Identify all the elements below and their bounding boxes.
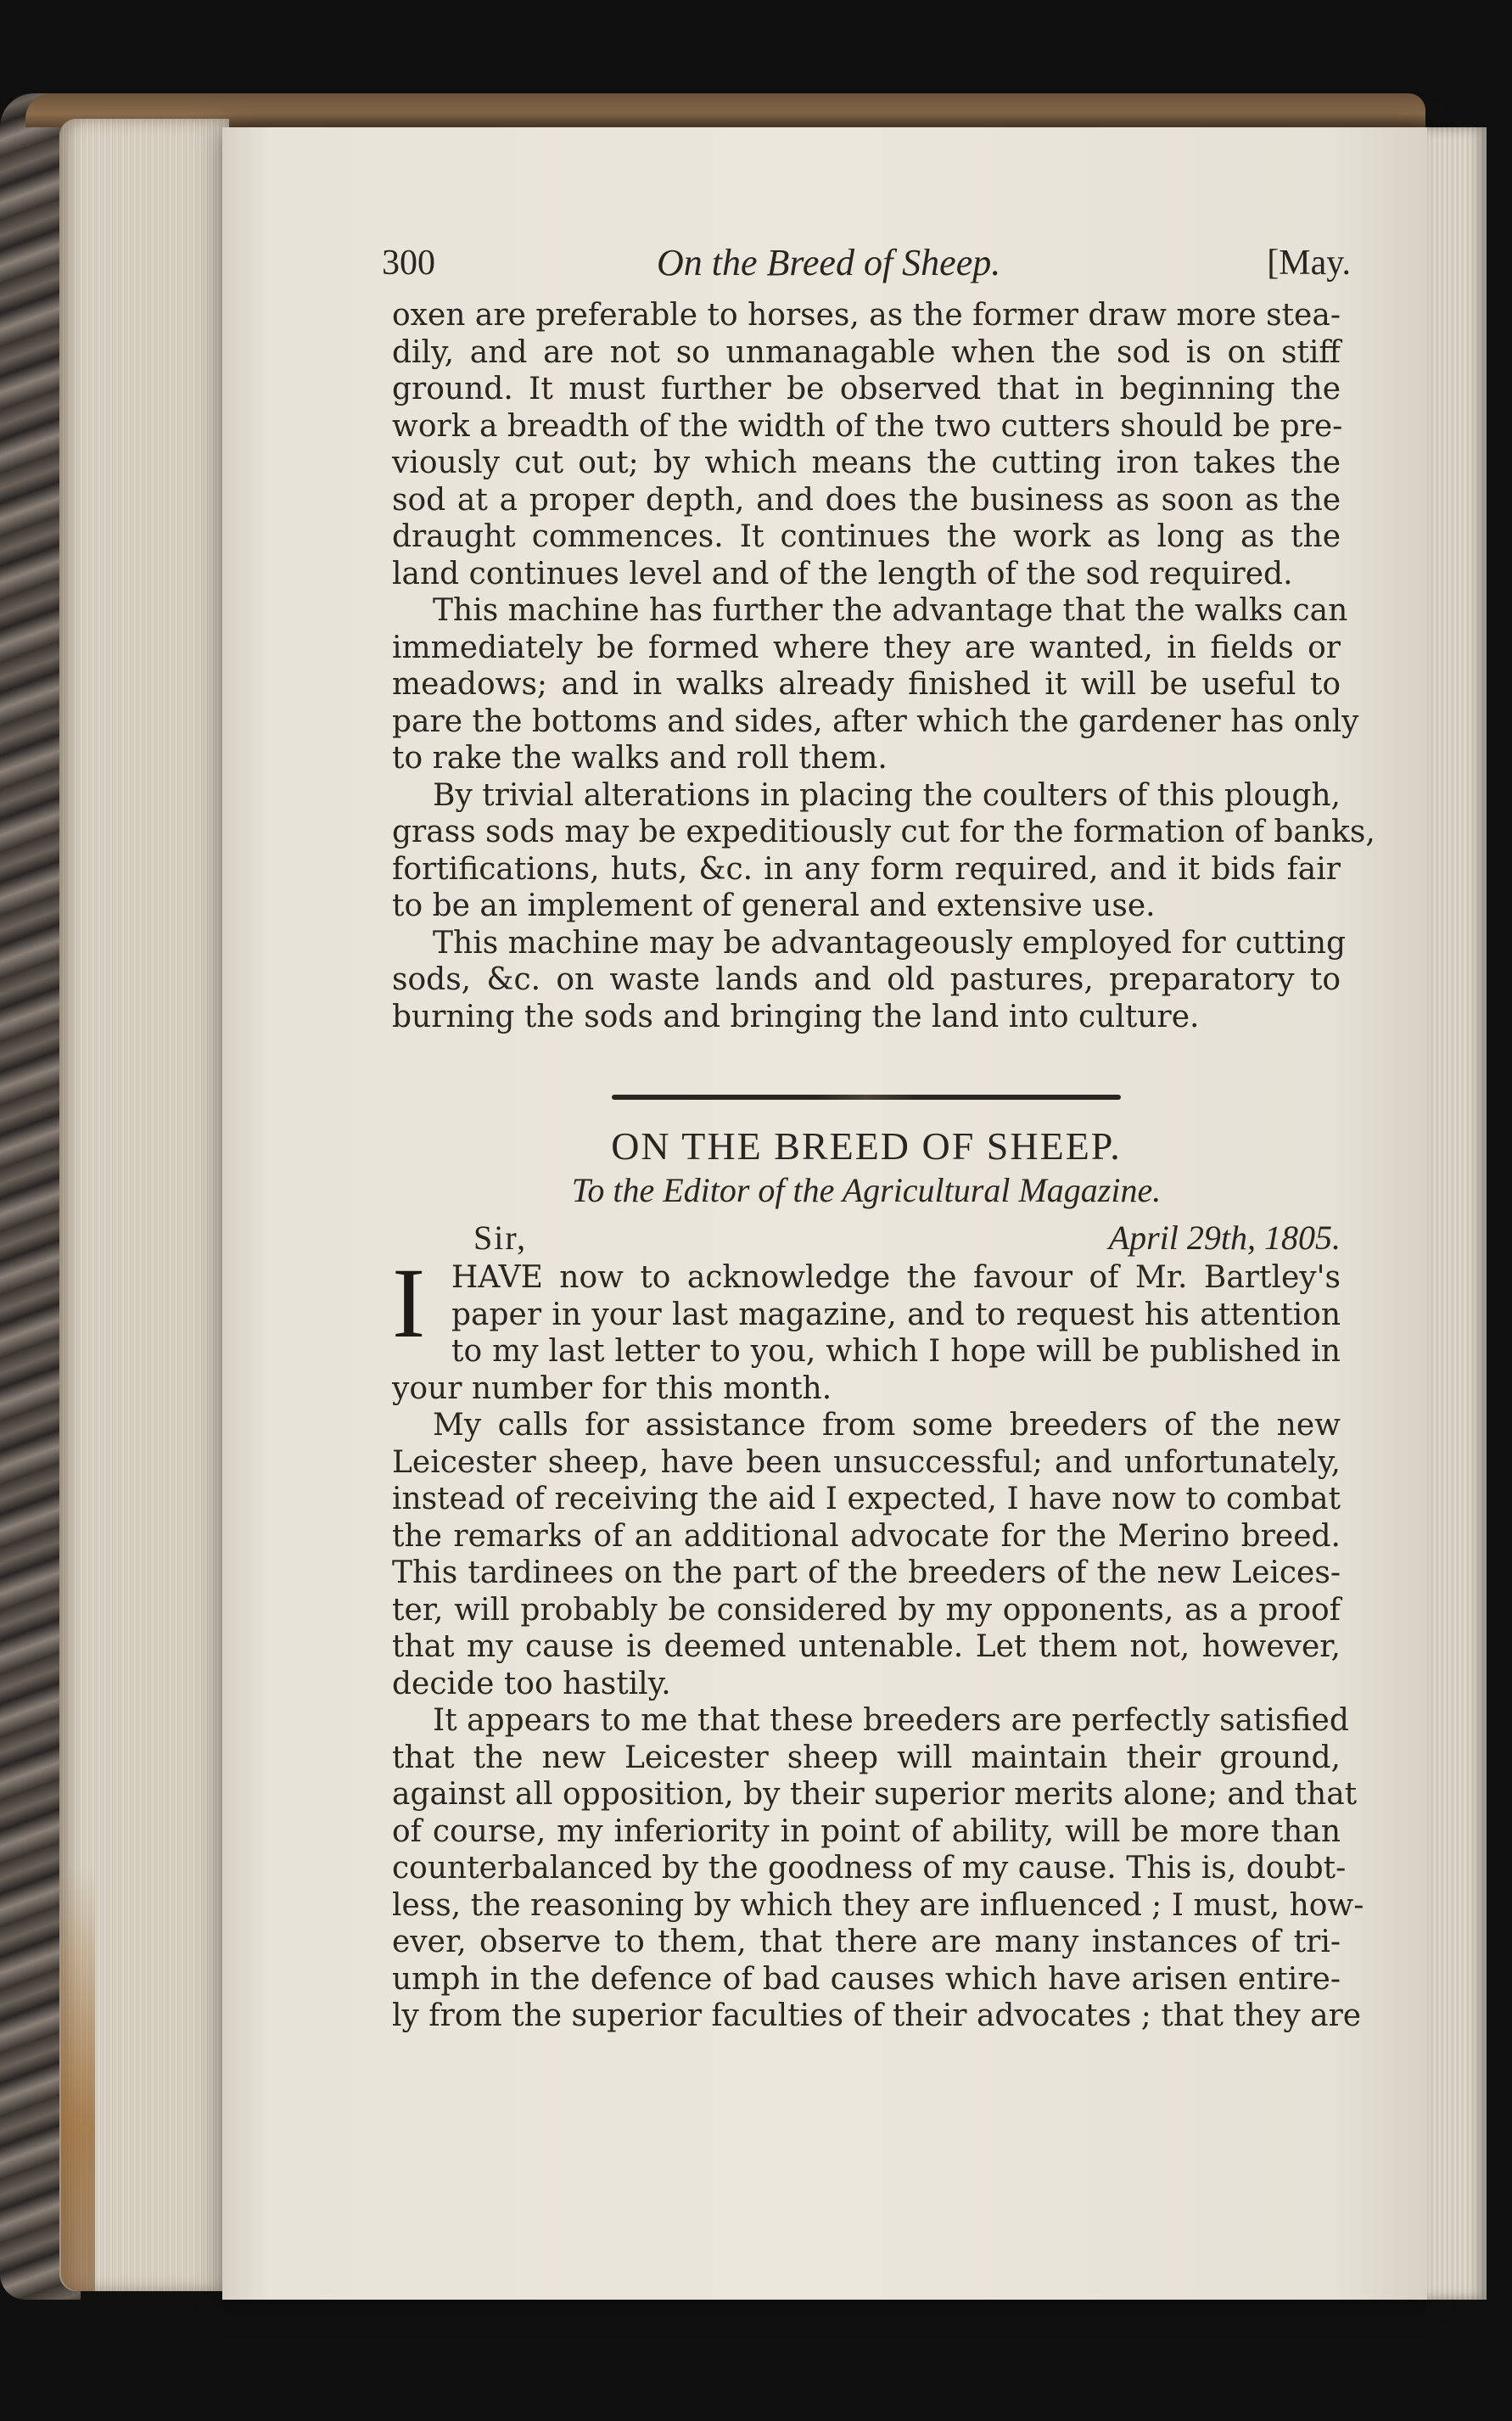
paragraph — [392, 1702, 1364, 2035]
text-line: This machine has further the advantage that the walks can — [433, 593, 1348, 628]
drop-cap: I — [392, 1247, 426, 1359]
running-month: [May. — [1267, 244, 1351, 283]
text-line: It appears to me that these breeders are perfectly satisfied — [433, 1703, 1349, 1738]
salutation: Sir, — [473, 1219, 528, 1257]
text-line: less, the reasoning by which they are influenced ; I must, how- — [392, 1887, 1364, 1923]
text-line: Leicester sheep, have been unsuccessful; and unfortunately, — [392, 1444, 1341, 1480]
paragraph — [392, 592, 1359, 777]
text-line: immediately be formed where they are wanted, in fields or — [392, 630, 1341, 665]
article-body — [392, 1407, 1364, 2035]
text-line: of course, my inferiority in point of ability, will be more than — [392, 1813, 1341, 1849]
text-line: that my cause is deemed untenable. Let them not, however, — [392, 1629, 1341, 1664]
text-line: fortifications, huts, &c. in any form required, and it bids fair — [392, 851, 1341, 887]
first-paragraph — [392, 1247, 1341, 1407]
paragraph — [392, 1407, 1341, 1702]
text-line: umph in the defence of bad causes which have arisen entire- — [392, 1961, 1341, 1997]
text-line: HAVE now to acknowledge the favour of Mr. Bartley's — [451, 1260, 1341, 1295]
text-line: the remarks of an additional advocate for the Merino breed. — [392, 1518, 1341, 1554]
text-line: that the new Leicester sheep will maintain their ground, — [392, 1740, 1341, 1775]
text-line: grass sods may be expeditiously cut for the formation of banks, — [392, 815, 1375, 849]
letter-date: April 29th, 1805. — [1108, 1219, 1341, 1257]
article-subheading: To the Editor of the Agricultural Magazine. — [571, 1171, 1162, 1209]
text-line: By trivial alterations in placing the coulters of this plough, — [433, 777, 1341, 813]
text-line: counterbalanced by the goodness of my cause. This is, doubt- — [392, 1851, 1347, 1886]
text-line: land continues level and of the length of the sod required. — [392, 556, 1293, 591]
running-head — [382, 238, 1351, 289]
paragraph — [392, 925, 1347, 1036]
text-line: ly from the superior faculties of their advocates ; that they are — [392, 1998, 1362, 2033]
right-page-stack — [1427, 127, 1487, 2300]
text-line: pare the bottoms and sides, after which the gardener has only — [392, 703, 1359, 739]
text-line: work a breadth of the width of the two cutters should be pre- — [392, 408, 1343, 444]
text-line: to my last letter to you, which I hope will be published in — [451, 1334, 1341, 1369]
article-heading: ON THE BREED OF SHEEP. — [611, 1124, 1122, 1168]
text-line: decide too hastily. — [392, 1666, 671, 1701]
text-line: sod at a proper depth, and does the business as soon as the — [392, 482, 1341, 518]
text-line: oxen are preferable to horses, as the former draw more stea- — [392, 298, 1341, 333]
text-line: to be an implement of general and extensive use. — [392, 888, 1156, 923]
page-number: 300 — [382, 244, 435, 283]
page-text — [382, 238, 1375, 2035]
text-line: your number for this month. — [392, 1370, 832, 1406]
section-divider-rule — [612, 1095, 1121, 1100]
text-line: ground. It must further be observed that in beginning the — [392, 372, 1341, 406]
letter-salutation-line — [392, 1217, 1341, 1259]
text-line: to rake the walks and roll them. — [392, 741, 888, 776]
paragraph — [392, 777, 1375, 925]
text-line: ter, will probably be considered by my opponents, as a proof — [392, 1592, 1341, 1628]
text-line: sods, &c. on waste lands and old pastures, preparatory to — [392, 962, 1341, 997]
text-line: dily, and are not so unmanagable when the sod is on stiff — [392, 334, 1341, 370]
text-line: My calls for assistance from some breeders of the new — [433, 1408, 1341, 1443]
text-line: instead of receiving the aid I expected, I have now to combat — [392, 1482, 1341, 1516]
text-line: This tardinees on the part of the breeders of the new Leices- — [392, 1555, 1341, 1590]
text-line: ever, observe to them, that there are many instances of tri- — [392, 1925, 1341, 1959]
paragraph — [392, 297, 1341, 592]
cover-top-rim — [25, 93, 1425, 127]
continued-article-text — [392, 297, 1375, 1035]
page-edge-stain — [61, 1867, 95, 2291]
text-line: This machine may be advantageously employed for cutting — [433, 925, 1347, 961]
text-line: paper in your last magazine, and to request his attention — [451, 1297, 1341, 1332]
paragraph — [392, 1247, 1341, 1407]
text-line: against all opposition, by their superior merits alone; and that — [392, 1777, 1358, 1812]
text-line: burning the sods and bringing the land into culture. — [392, 999, 1200, 1034]
text-line: draught commences. It continues the work as long as the — [392, 519, 1341, 554]
text-line: viously cut out; by which means the cutting iron takes the — [392, 446, 1341, 480]
text-line: meadows; and in walks already finished it will be useful to — [392, 667, 1341, 702]
running-title: On the Breed of Sheep. — [657, 242, 1001, 283]
